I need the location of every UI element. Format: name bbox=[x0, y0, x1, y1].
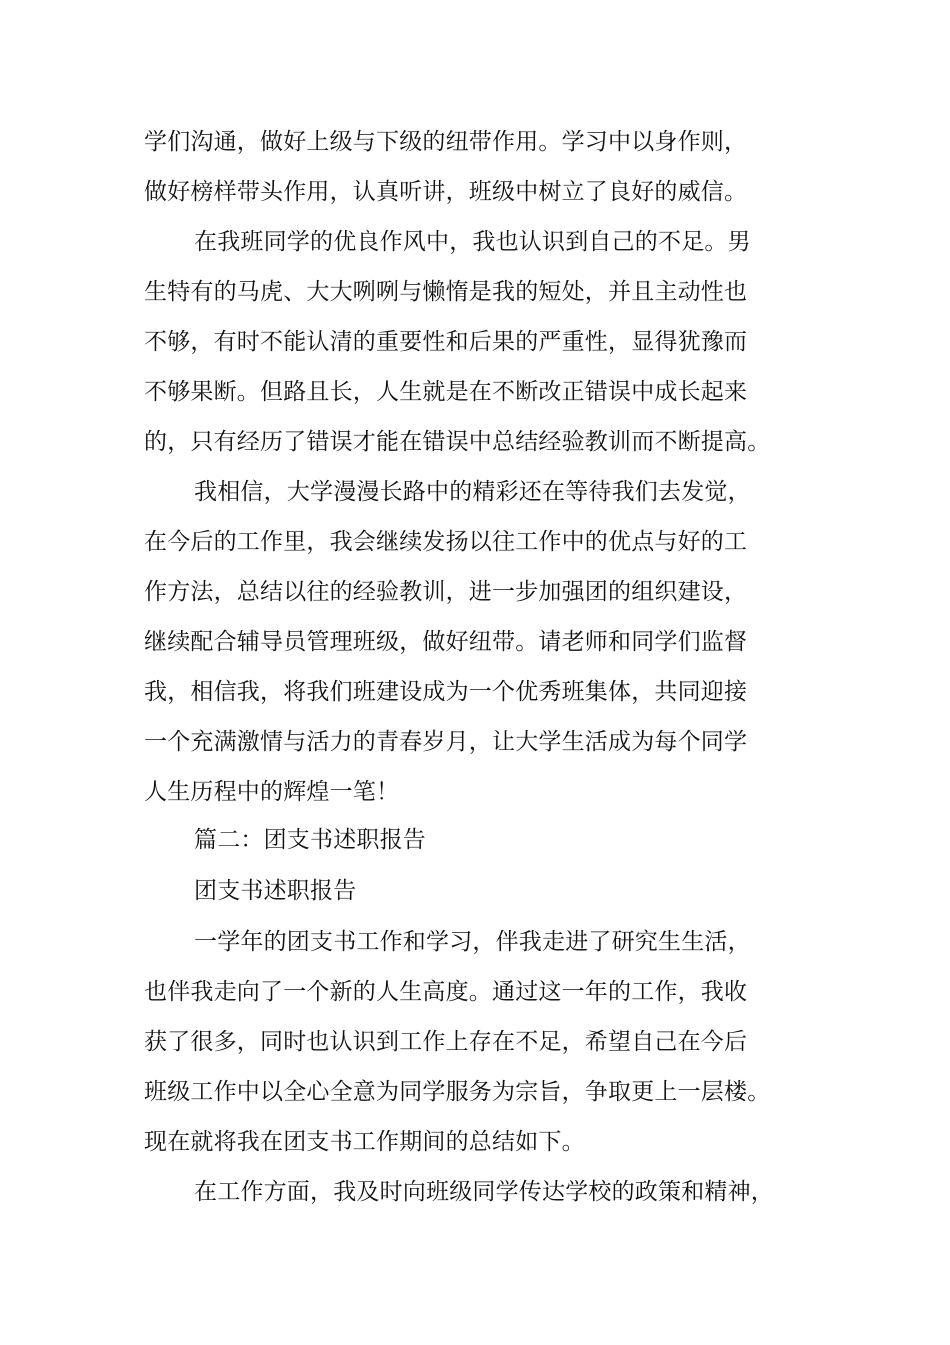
text-line: 作方法，总结以往的经验教训，进一步加强团的组织建设， bbox=[144, 579, 748, 605]
section-heading: 篇二：团支书述职报告 bbox=[194, 827, 426, 853]
text-line: 做好榜样带头作用，认真听讲，班级中树立了良好的威信。 bbox=[144, 179, 748, 205]
text-line: 班级工作中以全心全意为同学服务为宗旨，争取更上一层楼。 bbox=[144, 1079, 771, 1105]
paragraph-start-line: 我相信，大学漫漫长路中的精彩还在等待我们去发觉， bbox=[194, 479, 751, 505]
text-line: 不够果断。但路且长，人生就是在不断改正错误中成长起来 bbox=[144, 379, 748, 405]
paragraph-start-line: 一学年的团支书工作和学习，伴我走进了研究生生活， bbox=[194, 929, 751, 955]
text-line: 的，只有经历了错误才能在错误中总结经验教训而不断提高。 bbox=[144, 429, 771, 455]
text-line: 也伴我走向了一个新的人生高度。通过这一年的工作，我收 bbox=[144, 979, 748, 1005]
text-line: 人生历程中的辉煌一笔！ bbox=[144, 779, 400, 805]
paragraph-start-line: 在工作方面，我及时向班级同学传达学校的政策和精神， bbox=[194, 1179, 774, 1205]
text-line: 现在就将我在团支书工作期间的总结如下。 bbox=[144, 1129, 585, 1155]
text-line: 一个充满激情与活力的青春岁月，让大学生活成为每个同学 bbox=[144, 729, 748, 755]
text-line: 我，相信我，将我们班建设成为一个优秀班集体，共同迎接 bbox=[144, 679, 748, 705]
text-line: 在今后的工作里，我会继续发扬以往工作中的优点与好的工 bbox=[144, 529, 748, 555]
document-title: 团支书述职报告 bbox=[194, 878, 357, 904]
text-line: 学们沟通，做好上级与下级的纽带作用。学习中以身作则， bbox=[144, 129, 748, 155]
paragraph-start-line: 在我班同学的优良作风中，我也认识到自己的不足。男 bbox=[194, 229, 751, 255]
text-line: 获了很多，同时也认识到工作上存在不足，希望自己在今后 bbox=[144, 1029, 748, 1055]
text-line: 继续配合辅导员管理班级，做好纽带。请老师和同学们监督 bbox=[144, 629, 748, 655]
text-line: 生特有的马虎、大大咧咧与懒惰是我的短处，并且主动性也 bbox=[144, 279, 748, 305]
text-line: 不够，有时不能认清的重要性和后果的严重性，显得犹豫而 bbox=[144, 329, 748, 355]
